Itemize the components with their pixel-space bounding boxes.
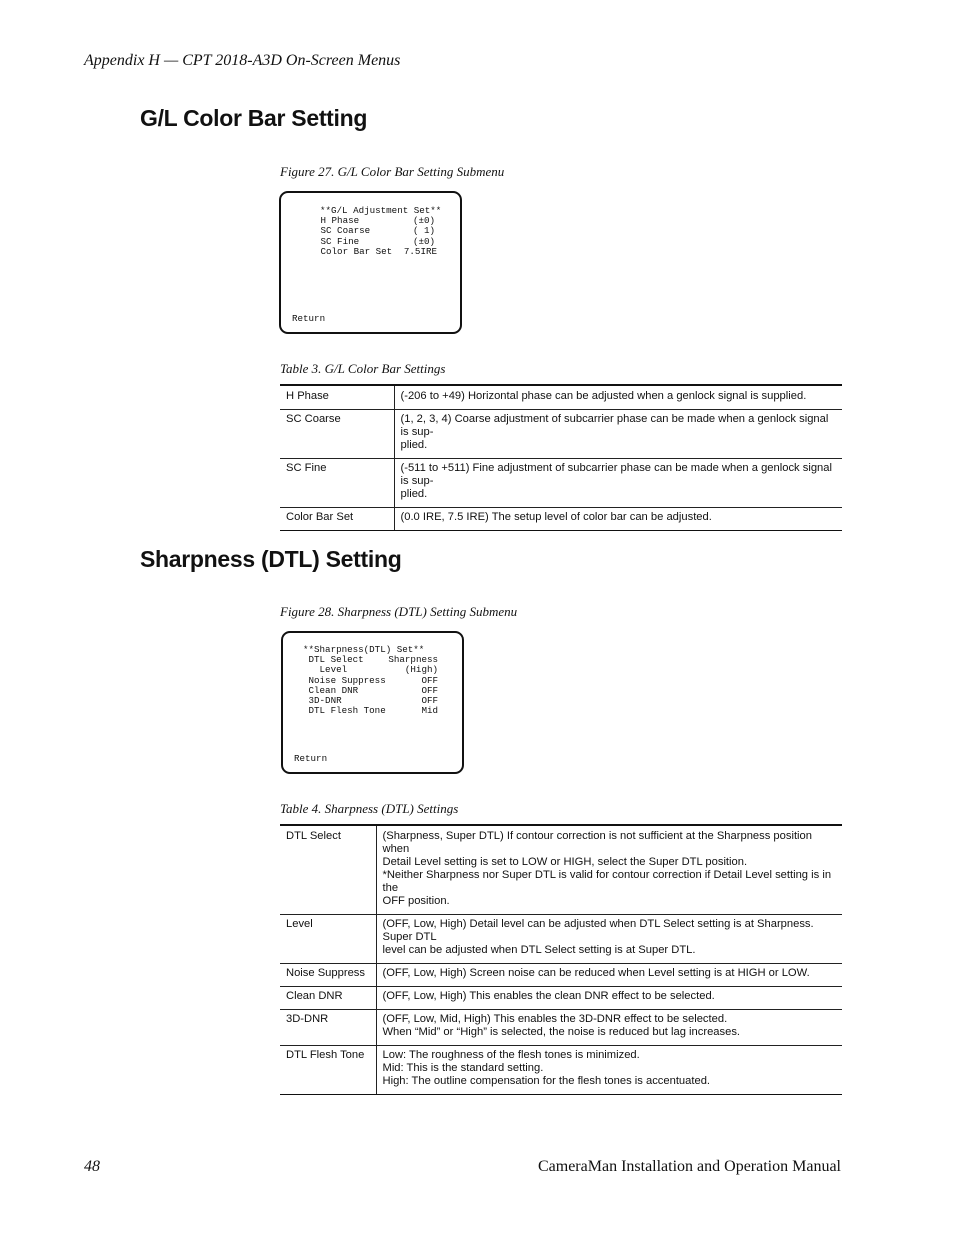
menu-item-color-bar-set: Color Bar Set 7.5IRE: [315, 245, 437, 257]
table-row: Color Bar Set (0.0 IRE, 7.5 IRE) The setup level of color bar can be adjusted.: [280, 508, 842, 531]
table-4-caption: Table 4. Sharpness (DTL) Settings: [280, 801, 459, 816]
menu-title: **G/L Adjustment Set**: [320, 205, 442, 216]
menu-return: Return: [294, 752, 328, 764]
section-heading-sharpness: Sharpness (DTL) Setting: [140, 546, 402, 572]
menu-item-h-phase: H Phase (±0): [315, 215, 435, 227]
menu-item-noise-suppress: Noise Suppress OFF: [303, 674, 438, 686]
table-3-caption: Table 3. G/L Color Bar Settings: [280, 361, 446, 376]
table-row: Noise Suppress (OFF, Low, High) Screen noise can be reduced when Level setting is at HIGH or LOW.: [280, 964, 842, 987]
table-row: DTL Select (Sharpness, Super DTL) If contour correction is not sufficient at the Sharpness position when Detail Level setting is set to LOW or HIGH, select the Super DTL position. *Neither Sharpness nor Super DTL is valid for contour correction if Detail Level setting is in the OFF position.: [280, 825, 842, 915]
menu-item-clean-dnr: Clean DNR OFF: [303, 684, 438, 696]
menu-item-dtl-select: DTL Select Sharpness: [303, 654, 438, 666]
gl-adjustment-menu-screen: [279, 191, 462, 334]
table-row: SC Coarse (1, 2, 3, 4) Coarse adjustment of subcarrier phase can be made when a genlock signal is sup- plied.: [280, 410, 842, 459]
menu-item-dtl-flesh-tone: DTL Flesh Tone Mid: [303, 705, 438, 717]
table-row: H Phase (-206 to +49) Horizontal phase can be adjusted when a genlock signal is supplied.: [280, 385, 842, 410]
menu-item-sc-coarse: SC Coarse ( 1): [315, 225, 435, 237]
menu-item-sc-fine: SC Fine (±0): [315, 235, 435, 247]
menu-title: **Sharpness(DTL) Set**: [303, 644, 425, 655]
section-heading-gl-color-bar: G/L Color Bar Setting: [140, 105, 368, 131]
page-number: 48: [84, 1158, 100, 1175]
manual-title: CameraMan Installation and Operation Manual: [537, 1158, 841, 1175]
figure-27-caption: Figure 27. G/L Color Bar Setting Submenu: [280, 164, 505, 179]
menu-return: Return: [292, 312, 326, 324]
menu-item-level: Level (High): [303, 664, 438, 676]
sharpness-menu-screen: [281, 631, 464, 774]
table-row: SC Fine (-511 to +511) Fine adjustment of subcarrier phase can be made when a genlock signal is sup- plied.: [280, 459, 842, 508]
running-head: Appendix H — CPT 2018-A3D On-Screen Menus: [84, 52, 401, 69]
table-gl-color-bar-settings: [280, 384, 842, 531]
table-row: DTL Flesh Tone Low: The roughness of the flesh tones is minimized. Mid: This is the standard setting. High: The outline compensation for the flesh tones is accentuated.: [280, 1046, 842, 1095]
table-row: 3D-DNR (OFF, Low, Mid, High) This enables the 3D-DNR effect to be selected. When “Mid” or “High” is selected, the noise is reduced but lag increases.: [280, 1010, 842, 1046]
table-row: Level (OFF, Low, High) Detail level can be adjusted when DTL Select setting is at Sharpness. Super DTL level can be adjusted when DTL Select setting is at Super DTL.: [280, 915, 842, 964]
figure-28-caption: Figure 28. Sharpness (DTL) Setting Submenu: [280, 604, 518, 619]
table-row: Clean DNR (OFF, Low, High) This enables the clean DNR effect to be selected.: [280, 987, 842, 1010]
menu-item-3d-dnr: 3D-DNR OFF: [303, 695, 438, 707]
table-sharpness-settings: [280, 824, 842, 1095]
